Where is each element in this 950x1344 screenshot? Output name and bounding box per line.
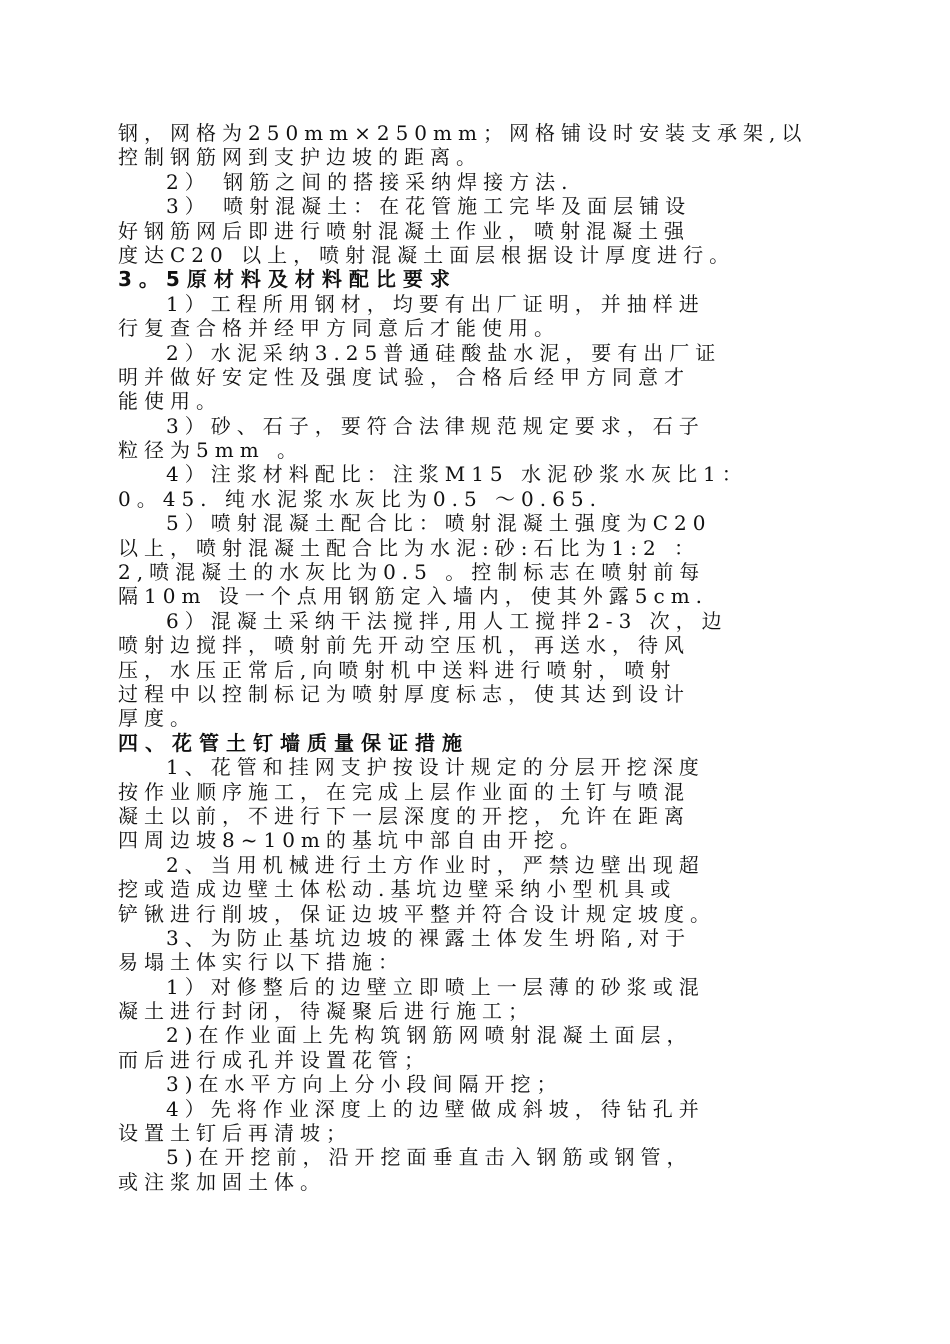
section-heading: 3。5原材料及材料配比要求: [118, 267, 457, 292]
text-line: 2） 钢筋之间的搭接采纳焊接方法.: [166, 169, 574, 194]
text-line: 喷射边搅拌，喷射前先开动空压机，再送水，待风: [118, 633, 690, 658]
text-line: 3)在水平方向上分小段间隔开挖；: [166, 1072, 563, 1097]
text-line: 3、为防止基坑边坡的裸露土体发生坍陷,对于: [166, 925, 692, 950]
text-line: 3） 喷射混凝土：在花管施工完毕及面层铺设: [166, 194, 692, 219]
text-line: 压，水压正常后,向喷射机中送料进行喷射，喷射: [118, 657, 677, 682]
text-line: 过程中以控制标记为喷射厚度标志，使其达到设计: [118, 681, 690, 706]
text-line: 挖或造成边壁土体松动.基坑边壁采纳小型机具或: [118, 877, 677, 902]
text-line: 设置土钉后再清坡；: [118, 1121, 352, 1146]
text-line: 而后进行成孔并设置花管；: [118, 1047, 430, 1072]
text-line: 明并做好安定性及强度试验，合格后经甲方同意才: [118, 364, 690, 389]
text-line: 四周边坡8~10m的基坑中部自由开挖。: [118, 828, 586, 853]
text-line: 以上，喷射混凝土配合比为水泥:砂:石比为1:2 ：: [118, 535, 701, 560]
text-line: 2、当用机械进行土方作业时，严禁边壁出现超: [166, 852, 705, 877]
text-line: 粒径为5mm 。: [118, 438, 304, 463]
text-line: 1）对修整后的边壁立即喷上一层薄的砂浆或混: [166, 974, 705, 999]
text-line: 5)在开挖前，沿开挖面垂直击入钢筋或钢管，: [166, 1145, 693, 1170]
section-heading: 四、花管土钉墙质量保证措施: [118, 730, 469, 755]
text-line: 控制钢筋网到支护边坡的距离。: [118, 145, 482, 170]
text-line: 6）混凝土采纳干法搅拌,用人工搅拌2-3 次，边: [166, 608, 728, 633]
text-line: 行复查合格并经甲方同意后才能使用。: [118, 316, 560, 341]
text-line: 1）工程所用钢材，均要有出厂证明，并抽样进: [166, 291, 705, 316]
text-line: 铲锹进行削坡，保证边坡平整并符合设计规定坡度。: [118, 901, 716, 926]
text-line: 能使用。: [118, 389, 222, 414]
text-line: 易塌土体实行以下措施：: [118, 950, 404, 975]
text-line: 凝土以前，不进行下一层深度的开挖，允许在距离: [118, 803, 690, 828]
text-line: 2)在作业面上先构筑钢筋网喷射混凝土面层，: [166, 1023, 693, 1048]
text-line: 4）先将作业深度上的边壁做成斜坡，待钻孔并: [166, 1096, 705, 1121]
text-line: 2,喷混凝土的水灰比为0.5 。控制标志在喷射前每: [118, 560, 706, 585]
text-line: 厚度。: [118, 706, 196, 731]
text-line: 3）砂、石子，要符合法律规范规定要求，石子: [166, 413, 705, 438]
text-line: 0。45. 纯水泥浆水灰比为0.5 ～0.65.: [118, 486, 602, 511]
text-line: 1、花管和挂网支护按设计规定的分层开挖深度: [166, 755, 705, 780]
text-line: 按作业顺序施工，在完成上层作业面的土钉与喷混: [118, 779, 690, 804]
text-line: 隔10m 设一个点用钢筋定入墙内，使其外露5cm.: [118, 584, 709, 609]
text-line: 好钢筋网后即进行喷射混凝土作业，喷射混凝土强: [118, 218, 690, 243]
text-line: 2）水泥采纳3.25普通硅酸盐水泥，要有出厂证: [166, 340, 722, 365]
text-line: 5）喷射混凝土配合比：喷射混凝土强度为C20: [166, 511, 712, 536]
text-line: 钢，网格为250mm×250mm；网格铺设时安装支承架,以: [118, 121, 808, 145]
text-line: 凝土进行封闭，待凝聚后进行施工；: [118, 999, 534, 1024]
text-line: 或注浆加固土体。: [118, 1169, 326, 1194]
text-line: 4）注浆材料配比：注浆M15 水泥砂浆水灰比1：: [166, 462, 748, 487]
text-line: 度达C20 以上，喷射混凝土面层根据设计厚度进行。: [118, 242, 736, 267]
document-body: [118, 121, 846, 1194]
